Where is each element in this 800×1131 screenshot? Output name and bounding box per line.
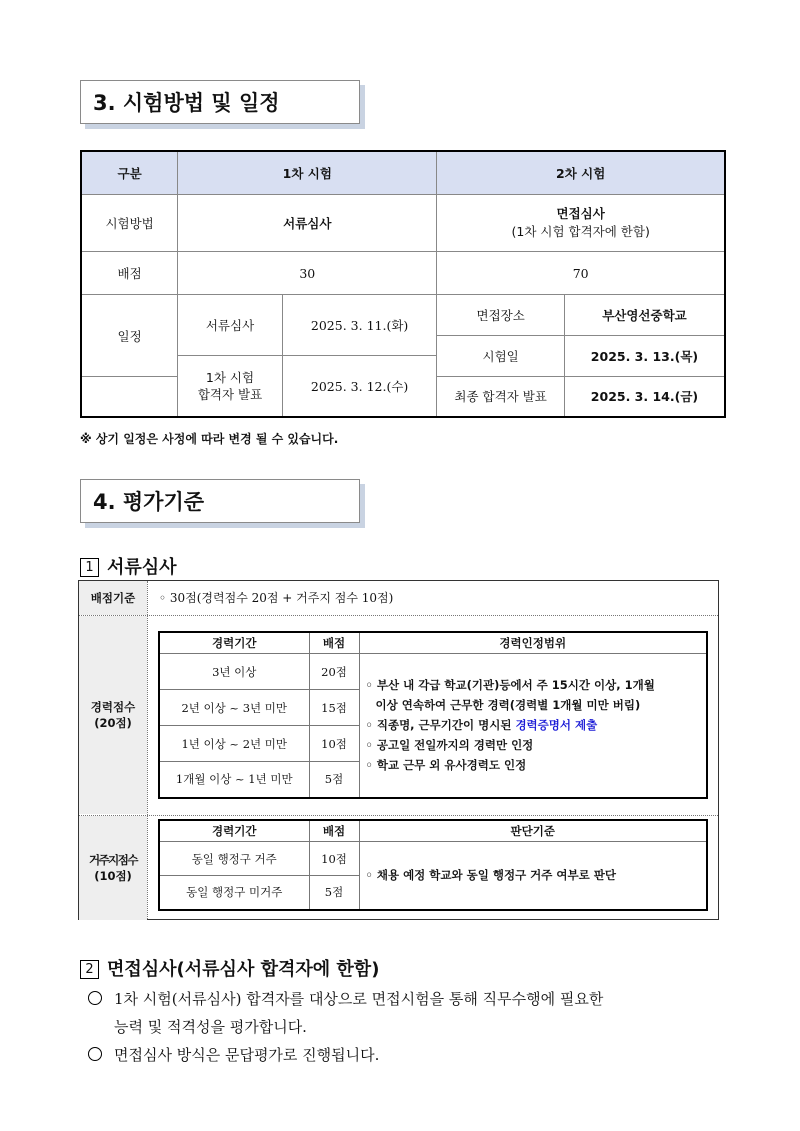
- round1-pass-date: 2025. 3. 12.(수): [282, 356, 437, 417]
- final-label-spacer: [81, 377, 178, 417]
- sub2-title-text: 면접심사(서류심사 합격자에 한함): [107, 959, 380, 980]
- round1-pass-label-line2: 합격자 발표: [197, 386, 263, 402]
- residence-table: [158, 819, 708, 911]
- sub1-number: 1: [80, 558, 99, 577]
- career-score-label-line1: 경력점수: [90, 700, 136, 714]
- career-header-scope: 경력인정범위: [359, 632, 707, 654]
- row-score-label: 배점: [81, 252, 178, 295]
- section4-title-text: 4. 평가기준: [93, 490, 205, 514]
- final-label: 최종 합격자 발표: [437, 377, 565, 417]
- score-basis-text: ◦ 30점(경력점수 20점 + 거주지 점수 10점): [159, 591, 394, 605]
- doc-review-date: 2025. 3. 11.(화): [282, 295, 437, 356]
- career-row-points: 10점: [309, 726, 359, 762]
- doc-review-label: 서류심사: [178, 295, 283, 356]
- career-row-period: 2년 이상 ~ 3년 미만: [159, 690, 309, 726]
- career-scope: [359, 654, 707, 798]
- interview-paragraph-2: [88, 1041, 379, 1069]
- score-basis-label-text: 배점기준: [90, 591, 136, 605]
- career-scope-line4: ◦ 공고일 전일까지의 경력만 인정: [365, 738, 534, 753]
- header-round2: 2차 시험: [437, 151, 725, 195]
- career-scope-line3: [366, 715, 701, 735]
- header-round1: 1차 시험: [178, 151, 437, 195]
- header-category: 구분: [81, 151, 178, 195]
- score-basis-label: [79, 581, 147, 615]
- final-value: 2025. 3. 14.(금): [564, 377, 725, 417]
- residence-header-period: 경력기간: [159, 820, 309, 842]
- score-round2: 70: [437, 252, 725, 295]
- residence-score-label-line1: 거주지점수: [88, 853, 138, 867]
- residence-score-label-line2: (10점): [94, 869, 132, 883]
- career-scope-line2: 이상 연속하여 근무한 경력(경력별 1개월 미만 버림): [375, 698, 641, 713]
- method-round2-line2: (1차 시험 합격자에 한함): [511, 224, 650, 239]
- residence-row-points: 5점: [309, 876, 359, 910]
- schedule-note: ※ 상기 일정은 사정에 따라 변경 될 수 있습니다.: [80, 432, 339, 446]
- method-round2-line1: 면접심사: [556, 206, 605, 221]
- residence-row-area: 동일 행정구 거주: [159, 842, 309, 876]
- score-round1: 30: [178, 252, 437, 295]
- divider-vertical: [147, 581, 148, 919]
- divider-1: [79, 615, 718, 616]
- career-row-points: 15점: [309, 690, 359, 726]
- residence-row-area: 동일 행정구 미거주: [159, 876, 309, 910]
- row-schedule-label: 일정: [81, 295, 178, 377]
- exam-day-value: 2025. 3. 13.(목): [564, 336, 725, 377]
- residence-header-points: 배점: [309, 820, 359, 842]
- method-round2: [437, 195, 725, 252]
- career-scope-line3-highlight: 경력증명서 제출: [515, 718, 598, 733]
- career-row-points: 20점: [309, 654, 359, 690]
- career-row-period: 1개월 이상 ~ 1년 미만: [159, 762, 309, 798]
- career-header-period: 경력기간: [159, 632, 309, 654]
- sub2-number: 2: [80, 960, 99, 979]
- interview-paragraph-1-line1: 1차 시험(서류심사) 합격자를 대상으로 면접시험을 통해 직무수행에 필요한: [114, 990, 604, 1008]
- row-method-label: 시험방법: [81, 195, 178, 252]
- residence-criteria: ◦ 채용 예정 학교와 동일 행정구 거주 여부로 판단: [359, 842, 707, 910]
- residence-header-criteria: 판단기준: [359, 820, 707, 842]
- divider-2: [79, 815, 718, 816]
- section3-title: [80, 80, 360, 124]
- exam-schedule-table: [80, 150, 726, 418]
- residence-row-points: 10점: [309, 842, 359, 876]
- career-scope-line1: ◦ 부산 내 각급 학교(기관)등에서 주 15시간 이상, 1개월: [365, 678, 655, 693]
- career-row-period: 3년 이상: [159, 654, 309, 690]
- sub2-title: [80, 955, 379, 981]
- career-row-period: 1년 이상 ~ 2년 미만: [159, 726, 309, 762]
- venue-label: 면접장소: [437, 295, 565, 336]
- residence-score-label: [79, 816, 147, 920]
- section4-title: [80, 479, 360, 523]
- exam-day-label: 시험일: [437, 336, 565, 377]
- doc-review-criteria-box: [78, 580, 719, 920]
- sub1-title-text: 서류심사: [107, 557, 177, 578]
- section3-title-text: 3. 시험방법 및 일정: [93, 91, 280, 115]
- bullet-circle-icon: [88, 1047, 102, 1061]
- venue-value: 부산영선중학교: [564, 295, 725, 336]
- career-row-points: 5점: [309, 762, 359, 798]
- round1-pass-label: [178, 356, 283, 417]
- interview-paragraph-1-line2: 능력 및 적격성을 평가합니다.: [114, 1018, 307, 1036]
- sub1-title: [80, 553, 177, 579]
- interview-paragraph-2-text: 면접심사 방식은 문답평가로 진행됩니다.: [114, 1046, 380, 1064]
- career-score-label: [79, 616, 147, 814]
- career-scope-line5: ◦ 학교 근무 외 유사경력도 인정: [365, 758, 527, 773]
- interview-paragraph-1: [88, 985, 603, 1041]
- career-header-points: 배점: [309, 632, 359, 654]
- career-table: [158, 631, 708, 799]
- career-scope-line3-text: ◦ 직종명, 근무기간이 명시된: [365, 718, 516, 733]
- round1-pass-label-line1: 1차 시험: [205, 369, 255, 385]
- bullet-circle-icon: [88, 991, 102, 1005]
- career-score-label-line2: (20점): [94, 716, 132, 730]
- method-round1: 서류심사: [178, 195, 437, 252]
